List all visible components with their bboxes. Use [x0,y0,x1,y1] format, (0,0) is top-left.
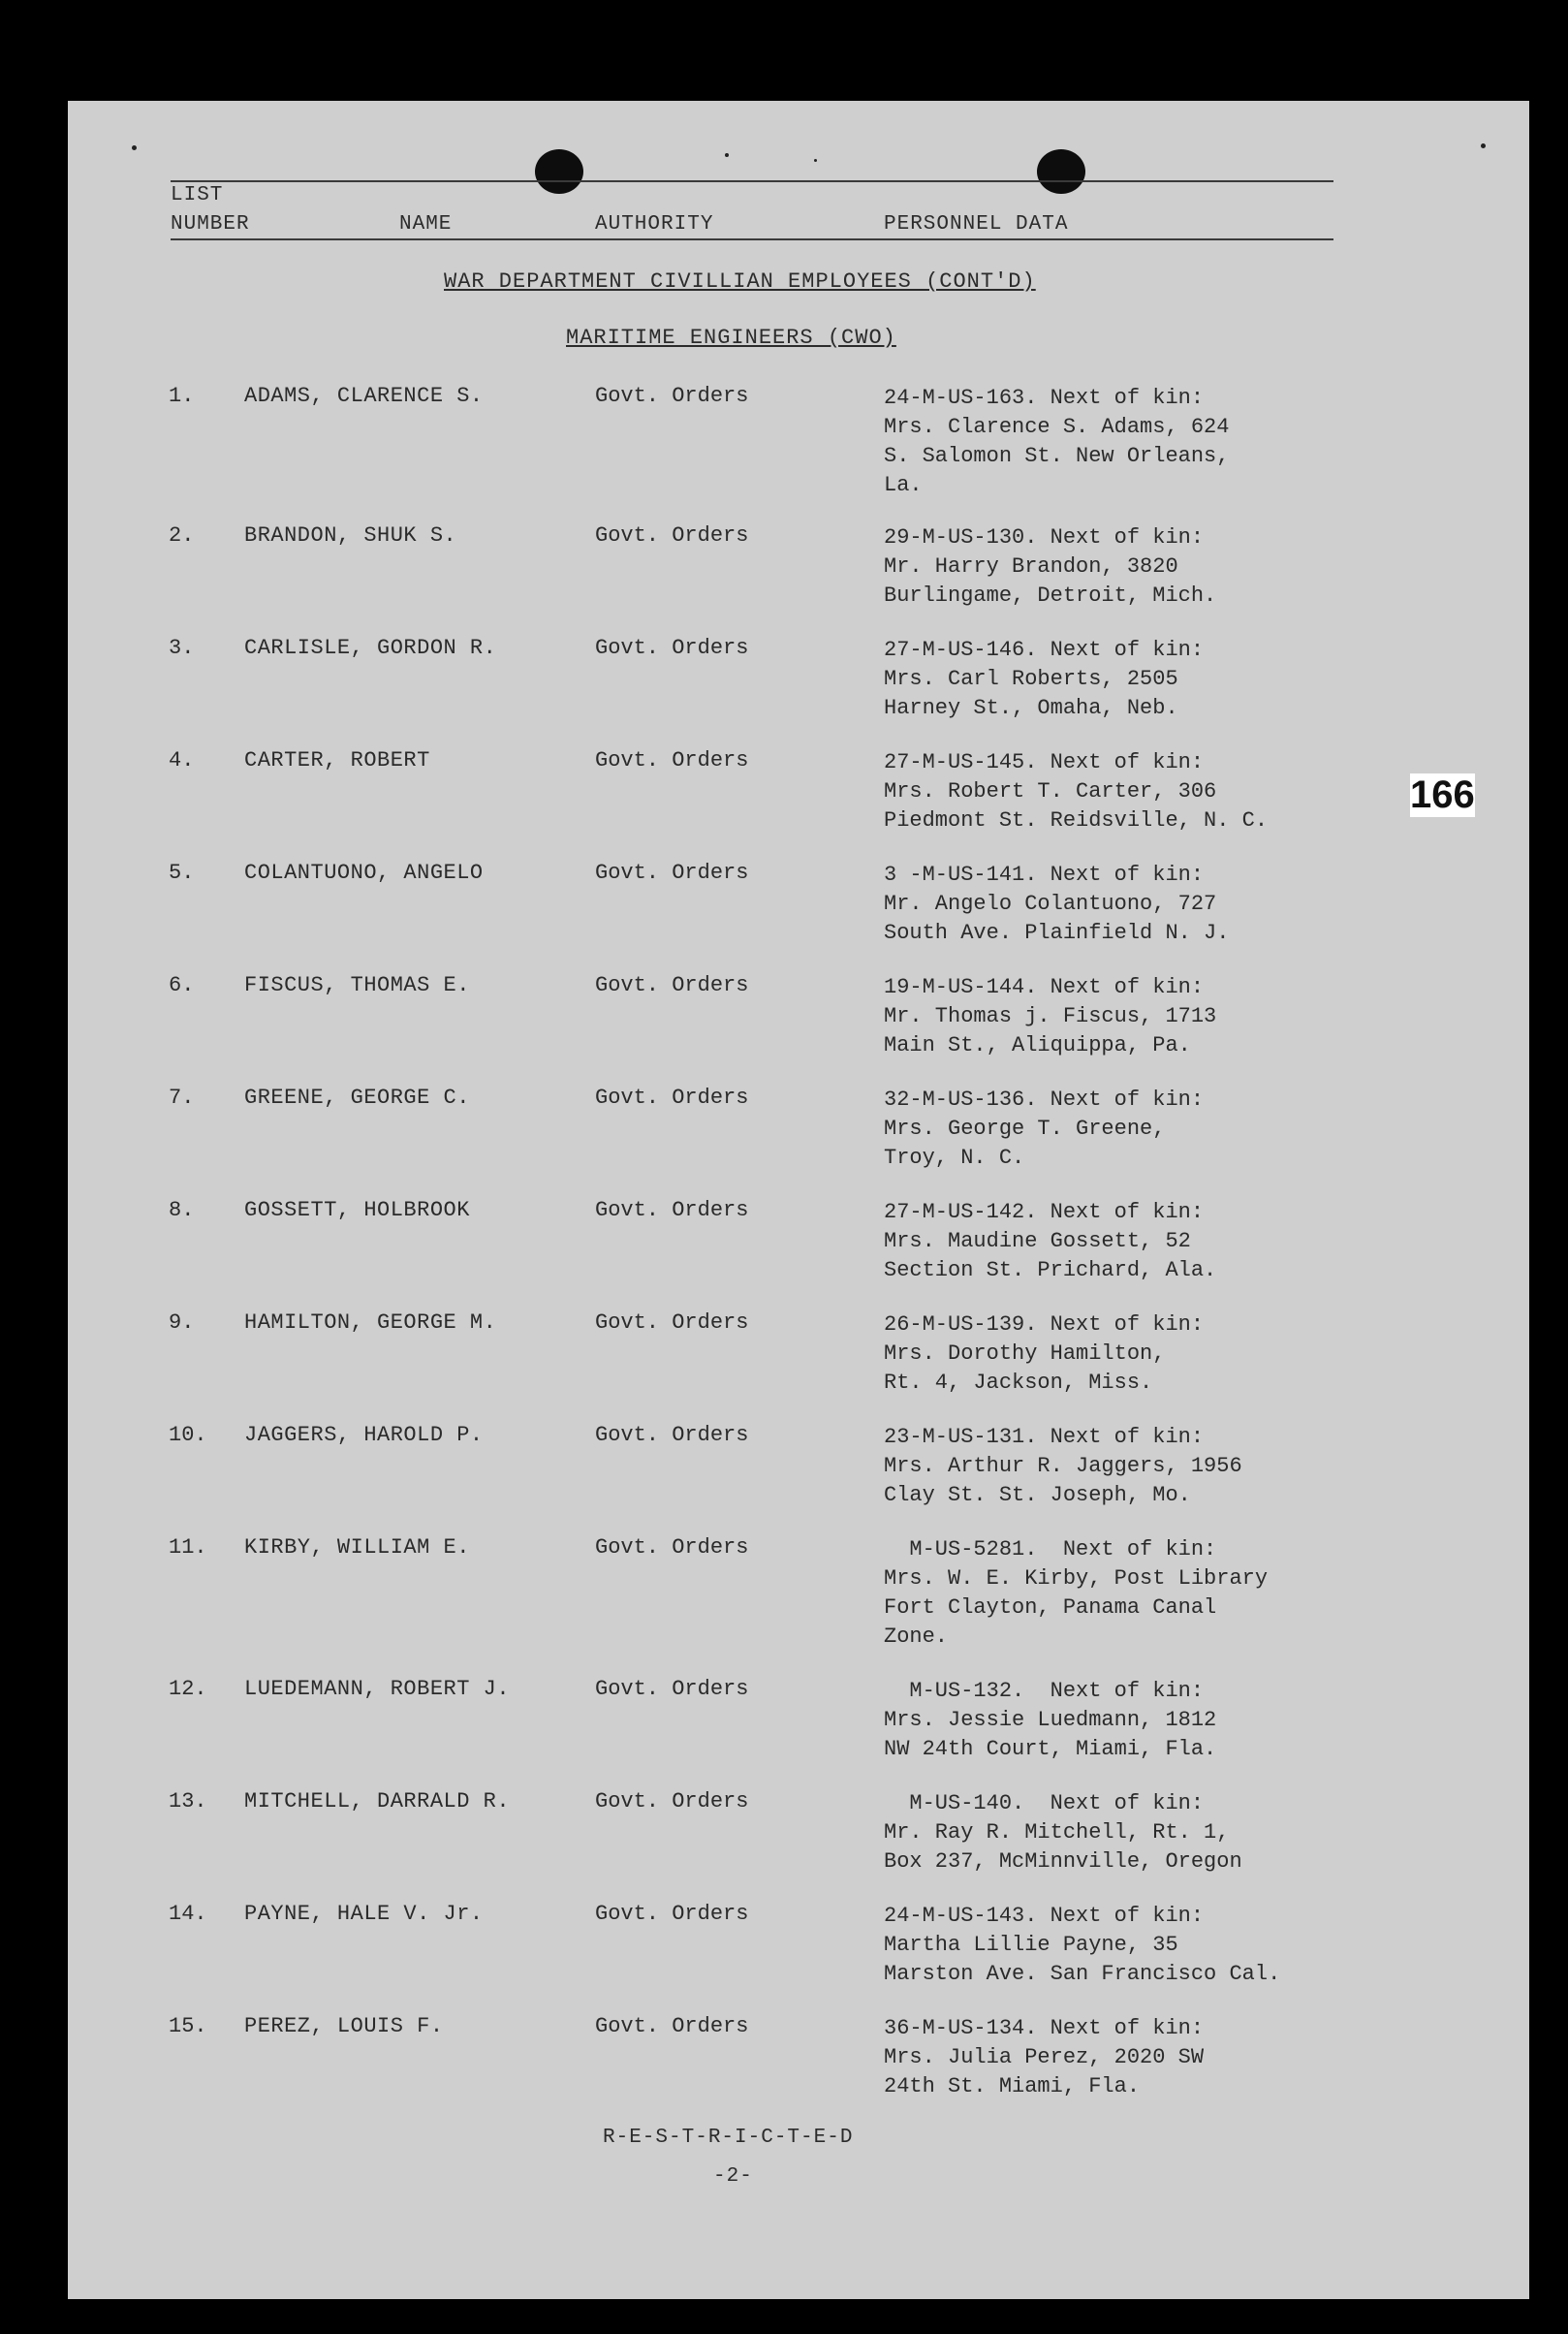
entry-personnel-data [884,1535,1407,1652]
speck [1481,143,1486,148]
entry-authority: Govt. Orders [595,1423,749,1447]
entry-authority: Govt. Orders [595,1677,749,1701]
entry-name: CARLISLE, GORDON R. [244,636,497,660]
entry-name: JAGGERS, HAROLD P. [244,1423,484,1447]
entry-authority: Govt. Orders [595,1535,749,1560]
document-page [68,101,1529,2299]
personnel-line: M-US-132. Next of kin: [884,1679,1205,1703]
personnel-line: Clay St. St. Joseph, Mo. [884,1483,1191,1507]
personnel-line: Martha Lillie Payne, 35 [884,1933,1178,1957]
entry-authority: Govt. Orders [595,861,749,885]
entry-authority: Govt. Orders [595,2014,749,2038]
personnel-line: Burlingame, Detroit, Mich. [884,584,1217,608]
speck [132,145,137,150]
entry-authority: Govt. Orders [595,1902,749,1926]
personnel-line: 32-M-US-136. Next of kin: [884,1088,1205,1112]
personnel-line: Mrs. Robert T. Carter, 306 [884,779,1217,804]
personnel-line: 24-M-US-143. Next of kin: [884,1904,1205,1928]
personnel-line: 23-M-US-131. Next of kin: [884,1425,1205,1449]
personnel-line: 3 -M-US-141. Next of kin: [884,863,1205,887]
entry-number: 1. [169,384,195,408]
personnel-line: La. [884,473,923,497]
entry-personnel-data [884,748,1407,836]
restricted-marking: R-E-S-T-R-I-C-T-E-D [603,2127,854,2149]
entry-number: 13. [169,1789,207,1814]
entry-personnel-data [884,1677,1407,1764]
punch-hole-left [535,149,583,194]
entry-number: 4. [169,748,195,773]
header-name: NAME [399,213,453,236]
personnel-line: 26-M-US-139. Next of kin: [884,1312,1205,1337]
page-number: -2- [713,2165,753,2188]
header-personnel-data: PERSONNEL DATA [884,213,1069,236]
personnel-line: Zone. [884,1624,949,1649]
personnel-line: Mr. Harry Brandon, 3820 [884,554,1178,579]
personnel-line: Mr. Angelo Colantuono, 727 [884,892,1217,916]
personnel-line: Troy, N. C. [884,1146,1025,1170]
section-title: WAR DEPARTMENT CIVILLIAN EMPLOYEES (CONT'D) [444,269,1036,294]
punch-hole-right [1037,149,1085,194]
personnel-line: Mrs. Jessie Luedmann, 1812 [884,1708,1217,1732]
personnel-line: Section St. Prichard, Ala. [884,1258,1217,1282]
personnel-line: Mrs. Arthur R. Jaggers, 1956 [884,1454,1242,1478]
personnel-line: NW 24th Court, Miami, Fla. [884,1737,1217,1761]
entry-name: LUEDEMANN, ROBERT J. [244,1677,511,1701]
personnel-line: S. Salomon St. New Orleans, [884,444,1230,468]
entry-number: 10. [169,1423,207,1447]
entry-personnel-data [884,1086,1407,1173]
entry-personnel-data [884,1789,1407,1877]
header-top-rule [171,180,1333,182]
personnel-line: M-US-5281. Next of kin: [884,1537,1217,1561]
entry-number: 8. [169,1198,195,1222]
personnel-line: Mrs. Julia Perez, 2020 SW [884,2045,1205,2069]
personnel-line: Mrs. Maudine Gossett, 52 [884,1229,1191,1253]
speck [814,159,817,162]
personnel-line: 36-M-US-134. Next of kin: [884,2016,1205,2040]
entry-number: 7. [169,1086,195,1110]
personnel-line: Harney St., Omaha, Neb. [884,696,1178,720]
entry-number: 3. [169,636,195,660]
entry-name: PEREZ, LOUIS F. [244,2014,444,2038]
entry-authority: Govt. Orders [595,384,749,408]
personnel-line: Piedmont St. Reidsville, N. C. [884,808,1269,833]
entry-personnel-data [884,861,1407,948]
header-list-number-line1: LIST [171,184,224,206]
entry-personnel-data [884,636,1407,723]
personnel-line: 27-M-US-142. Next of kin: [884,1200,1205,1224]
entry-name: COLANTUONO, ANGELO [244,861,484,885]
entry-authority: Govt. Orders [595,1086,749,1110]
page-stamp: 166 [1410,773,1475,816]
personnel-line: M-US-140. Next of kin: [884,1791,1205,1815]
personnel-line: Mrs. George T. Greene, [884,1117,1166,1141]
subsection-title: MARITIME ENGINEERS (CWO) [566,326,896,350]
personnel-line: 29-M-US-130. Next of kin: [884,525,1205,550]
entry-number: 14. [169,1902,207,1926]
entry-name: HAMILTON, GEORGE M. [244,1310,497,1335]
entry-name: FISCUS, THOMAS E. [244,973,470,997]
personnel-line: Fort Clayton, Panama Canal [884,1595,1217,1620]
personnel-line: Marston Ave. San Francisco Cal. [884,1962,1281,1986]
entry-personnel-data [884,1423,1407,1510]
entry-number: 5. [169,861,195,885]
personnel-line: Mrs. Clarence S. Adams, 624 [884,415,1230,439]
entry-name: CARTER, ROBERT [244,748,430,773]
personnel-line: Main St., Aliquippa, Pa. [884,1033,1191,1057]
personnel-line: Mrs. Carl Roberts, 2505 [884,667,1178,691]
personnel-line: Mrs. Dorothy Hamilton, [884,1341,1166,1366]
entry-number: 15. [169,2014,207,2038]
personnel-line: 24-M-US-163. Next of kin: [884,386,1205,410]
entry-name: MITCHELL, DARRALD R. [244,1789,511,1814]
entry-number: 6. [169,973,195,997]
entry-personnel-data [884,523,1407,611]
header-authority: AUTHORITY [595,213,714,236]
entry-name: KIRBY, WILLIAM E. [244,1535,470,1560]
entry-personnel-data [884,973,1407,1060]
header-list-number-line2: NUMBER [171,213,250,236]
entry-number: 11. [169,1535,207,1560]
entry-personnel-data [884,384,1407,500]
entry-authority: Govt. Orders [595,1310,749,1335]
personnel-line: Mrs. W. E. Kirby, Post Library [884,1566,1269,1591]
speck [725,153,729,157]
personnel-line: Rt. 4, Jackson, Miss. [884,1371,1153,1395]
personnel-line: 27-M-US-146. Next of kin: [884,638,1205,662]
personnel-line: Mr. Ray R. Mitchell, Rt. 1, [884,1820,1230,1845]
entry-personnel-data [884,1198,1407,1285]
personnel-line: South Ave. Plainfield N. J. [884,921,1230,945]
entry-name: GOSSETT, HOLBROOK [244,1198,470,1222]
entry-name: PAYNE, HALE V. Jr. [244,1902,484,1926]
entry-authority: Govt. Orders [595,1789,749,1814]
entry-personnel-data [884,2014,1407,2101]
entry-personnel-data [884,1902,1407,1989]
entry-number: 2. [169,523,195,548]
personnel-line: 27-M-US-145. Next of kin: [884,750,1205,774]
entry-name: ADAMS, CLARENCE S. [244,384,484,408]
entry-authority: Govt. Orders [595,748,749,773]
entry-number: 12. [169,1677,207,1701]
entry-personnel-data [884,1310,1407,1398]
personnel-line: Mr. Thomas j. Fiscus, 1713 [884,1004,1217,1028]
entry-name: BRANDON, SHUK S. [244,523,457,548]
personnel-line: 24th St. Miami, Fla. [884,2074,1141,2098]
entry-number: 9. [169,1310,195,1335]
header-bottom-rule [171,238,1333,240]
personnel-line: 19-M-US-144. Next of kin: [884,975,1205,999]
personnel-line: Box 237, McMinnville, Oregon [884,1849,1242,1874]
entry-name: GREENE, GEORGE C. [244,1086,470,1110]
entry-authority: Govt. Orders [595,636,749,660]
entry-authority: Govt. Orders [595,523,749,548]
entry-authority: Govt. Orders [595,973,749,997]
entry-authority: Govt. Orders [595,1198,749,1222]
